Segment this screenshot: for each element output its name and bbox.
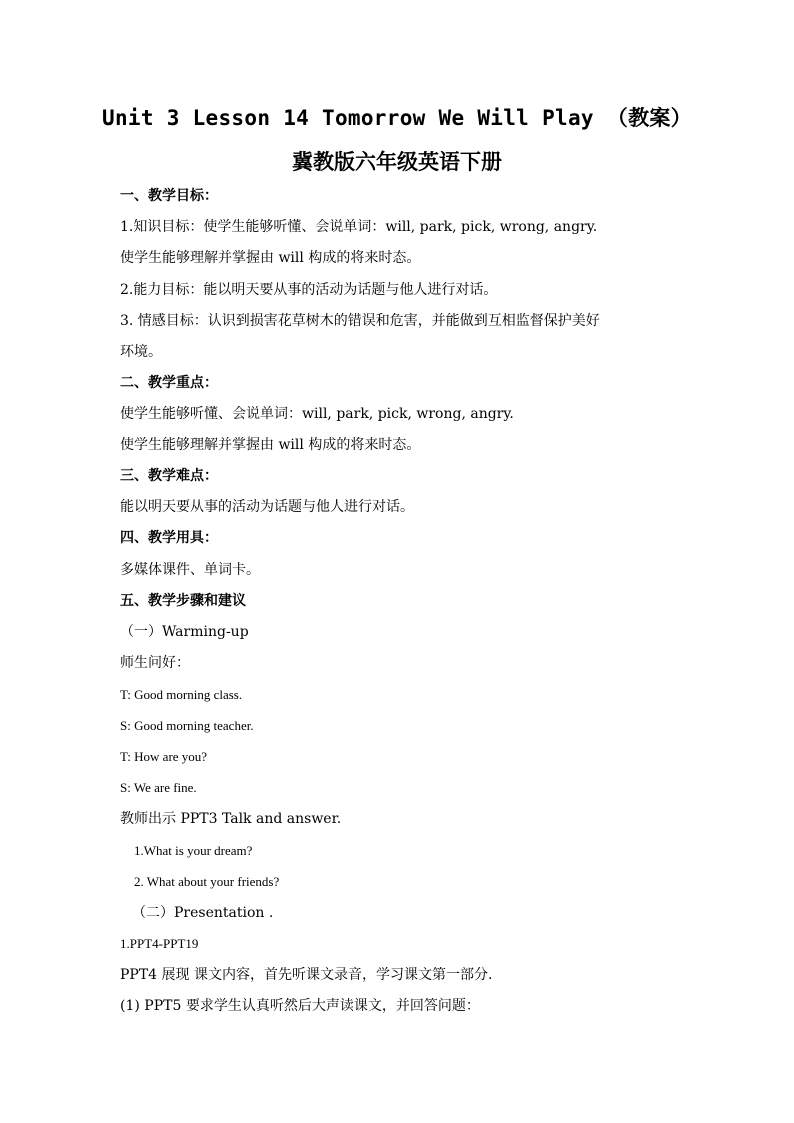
paragraph-line: 教师出示 PPT3 Talk and answer. <box>120 811 342 827</box>
subsection-heading: （一）Warming-up <box>120 624 249 640</box>
paragraph-line: (1) PPT5 要求学生认真听然后大声读课文，并回答问题： <box>120 998 480 1014</box>
dialogue-line: S: We are fine. <box>120 780 197 795</box>
section-heading-key-points: 二、教学重点： <box>120 375 218 391</box>
paragraph-line: 使学生能够理解并掌握由 will 构成的将来时态。 <box>120 250 421 266</box>
paragraph-line: 2.能力目标：能以明天要从事的活动为话题与他人进行对话。 <box>120 282 498 298</box>
section-heading-tools: 四、教学用具： <box>120 530 218 546</box>
paragraph-line: 使学生能够理解并掌握由 will 构成的将来时态。 <box>120 437 421 453</box>
paragraph-line: 使学生能够听懂、会说单词：will, park, pick, wrong, angry. <box>120 406 514 422</box>
subsection-heading: （二）Presentation . <box>132 905 274 921</box>
dialogue-line: T: How are you? <box>120 749 208 764</box>
document-title: Unit 3 Lesson 14 Tomorrow We Will Play （教案） <box>102 106 692 130</box>
paragraph-line: 1.PPT4-PPT19 <box>120 936 199 951</box>
paragraph-line: 能以明天要从事的活动为话题与他人进行对话。 <box>120 499 414 515</box>
question-item: 2. What about your friends? <box>134 874 280 889</box>
section-heading-difficulties: 三、教学难点： <box>120 468 218 484</box>
paragraph-line: 多媒体课件、单词卡。 <box>120 562 260 578</box>
paragraph-line: 师生问好： <box>120 655 190 671</box>
question-item: 1.What is your dream? <box>134 843 253 858</box>
dialogue-line: S: Good morning teacher. <box>120 718 254 733</box>
paragraph-line: 环境。 <box>120 344 162 360</box>
section-heading-objectives: 一、教学目标： <box>120 188 218 204</box>
document-subtitle: 冀教版六年级英语下册 <box>292 149 502 174</box>
paragraph-line: PPT4 展现 课文内容，首先听课文录音，学习课文第一部分. <box>120 967 493 983</box>
paragraph-line: 3. 情感目标：认识到损害花草树木的错误和危害，并能做到互相监督保护美好 <box>120 313 600 329</box>
paragraph-line: 1.知识目标：使学生能够听懂、会说单词：will, park, pick, wrong, angry. <box>120 219 598 235</box>
section-heading-steps: 五、教学步骤和建议 <box>120 593 246 609</box>
dialogue-line: T: Good morning class. <box>120 687 243 702</box>
